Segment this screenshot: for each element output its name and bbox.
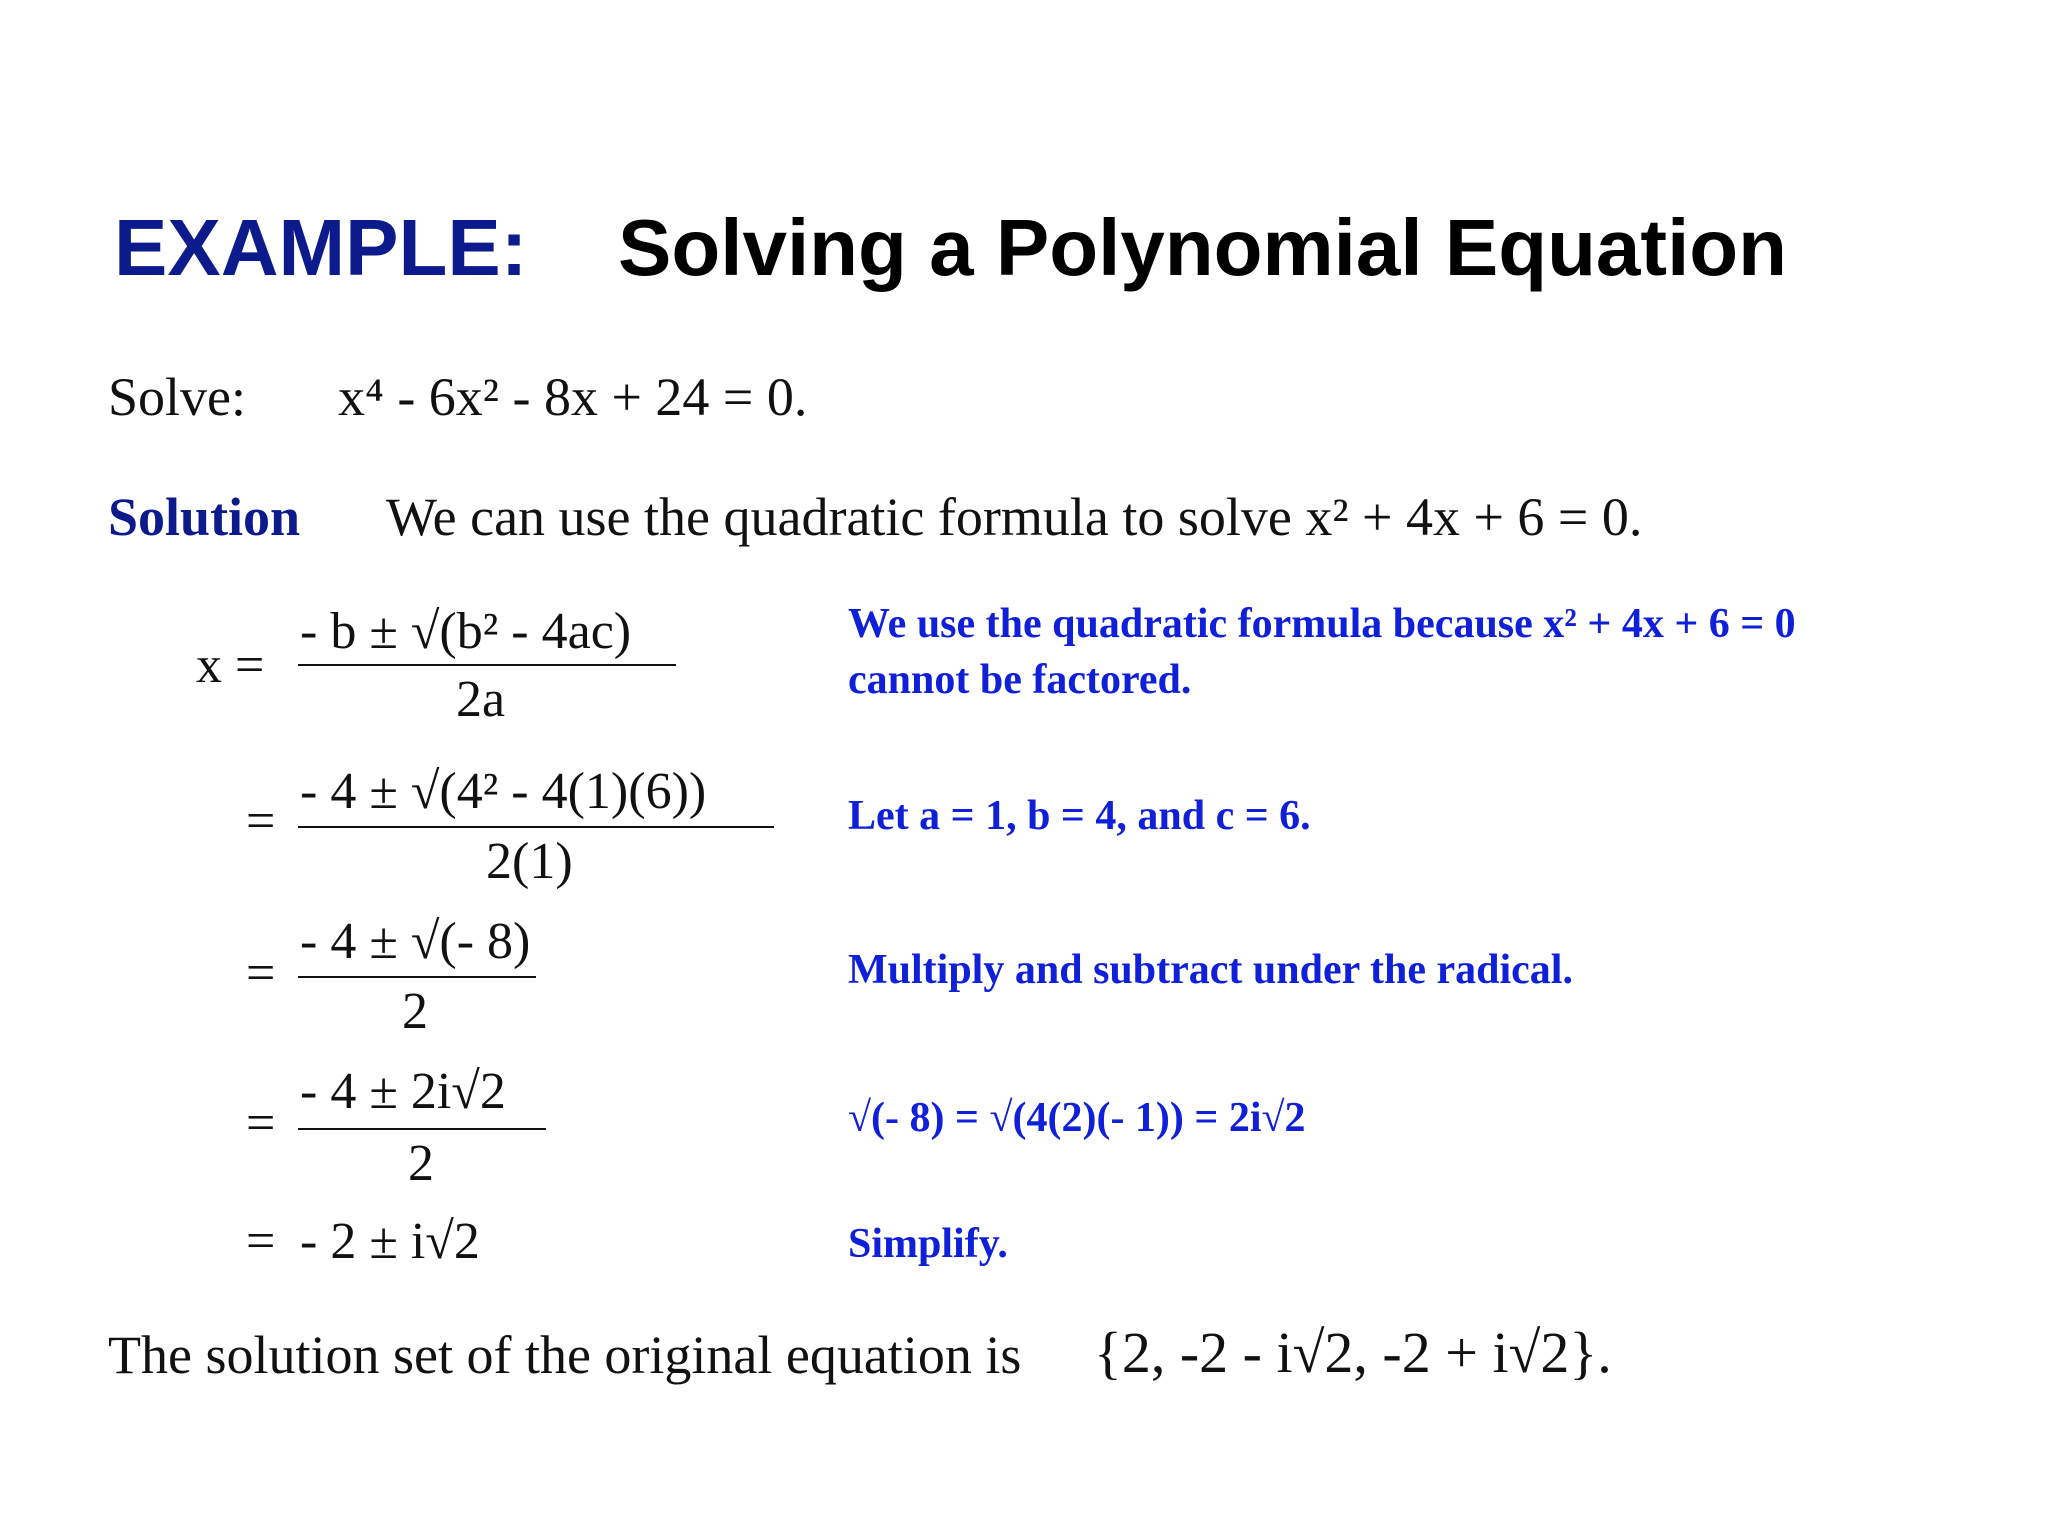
solution-label: Solution xyxy=(108,487,301,547)
solution-text: We can use the quadratic formula to solve x² + 4x + 6 = 0. xyxy=(386,487,1643,547)
step-2-fraction-bar xyxy=(298,826,774,828)
example-label: EXAMPLE: xyxy=(114,203,528,292)
step-4-numerator: - 4 ± 2i√2 xyxy=(300,1063,506,1120)
step-1-lhs: x = xyxy=(196,637,265,694)
step-3-fraction-bar xyxy=(298,976,536,978)
step-3-note: Multiply and subtract under the radical. xyxy=(848,947,1573,993)
step-1-numerator: - b ± √(b² - 4ac) xyxy=(300,603,632,660)
step-5-note: Simplify. xyxy=(848,1221,1008,1267)
step-5-lhs: = xyxy=(246,1213,276,1270)
step-1-note: We use the quadratic formula because x² + 4x + 6 = 0 cannot be factored. xyxy=(848,601,1796,703)
step-4-lhs: = xyxy=(246,1095,276,1152)
step-2-note: Let a = 1, b = 4, and c = 6. xyxy=(848,793,1311,839)
step-2-denominator: 2(1) xyxy=(486,833,573,890)
solve-equation: x⁴ - 6x² - 8x + 24 = 0. xyxy=(338,367,808,427)
step-4-note: √(- 8) = √(4(2)(- 1)) = 2i√2 xyxy=(848,1095,1306,1141)
solve-label: Solve: xyxy=(108,367,247,427)
step-5-expression: - 2 ± i√2 xyxy=(300,1213,480,1270)
step-4-fraction-bar xyxy=(298,1128,546,1130)
step-2-lhs: = xyxy=(246,793,276,850)
step-1-fraction-bar xyxy=(298,664,676,666)
step-4-denominator: 2 xyxy=(408,1135,434,1192)
step-2-numerator: - 4 ± √(4² - 4(1)(6)) xyxy=(300,763,707,820)
solution-set: {2, -2 - i√2, -2 + i√2}. xyxy=(1094,1320,1612,1385)
step-3-lhs: = xyxy=(246,945,276,1002)
page-title: Solving a Polynomial Equation xyxy=(618,203,1788,292)
conclusion-text: The solution set of the original equation is xyxy=(108,1325,1022,1385)
step-3-numerator: - 4 ± √(- 8) xyxy=(300,913,531,970)
step-1-denominator: 2a xyxy=(456,671,506,728)
step-3-denominator: 2 xyxy=(402,983,428,1040)
